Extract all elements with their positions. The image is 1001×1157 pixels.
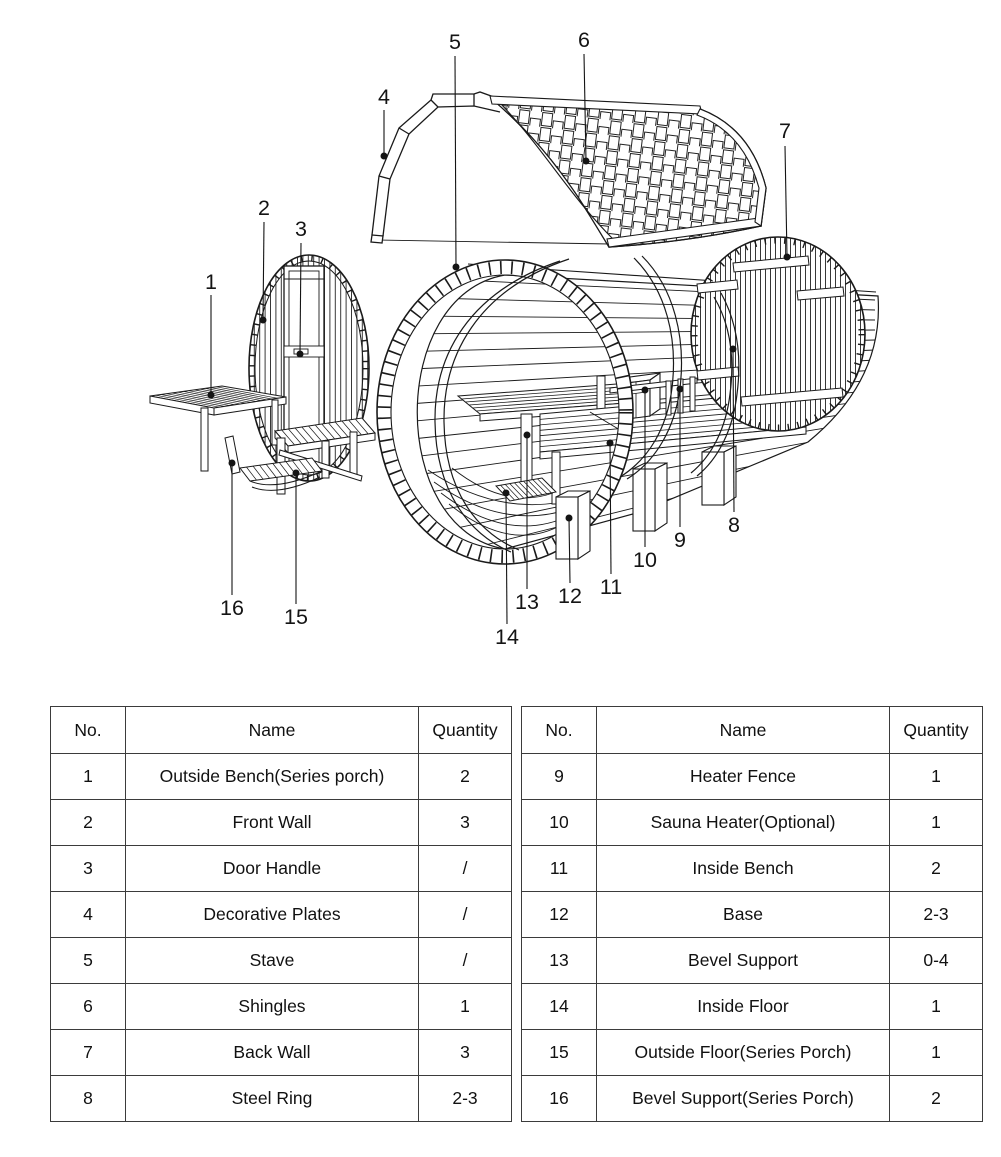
- cell-qty: 1: [419, 984, 512, 1030]
- cell-no: 7: [51, 1030, 126, 1076]
- table-header-row: [51, 707, 512, 754]
- cell-name: Door Handle: [126, 846, 419, 892]
- cell-qty: 2: [890, 1076, 983, 1122]
- cell-qty: 2: [419, 754, 512, 800]
- cell-no: 11: [522, 846, 597, 892]
- cell-qty: /: [419, 938, 512, 984]
- part-label-12: 12: [558, 584, 582, 608]
- table-row: [522, 1030, 983, 1076]
- part-label-9: 9: [674, 528, 686, 552]
- table-row: [522, 984, 983, 1030]
- cell-qty: 3: [419, 1030, 512, 1076]
- part-label-15: 15: [284, 605, 308, 629]
- cell-name: Stave: [126, 938, 419, 984]
- cell-no: 16: [522, 1076, 597, 1122]
- part-label-5: 5: [449, 30, 461, 54]
- cell-qty: /: [419, 846, 512, 892]
- table-row: [51, 892, 512, 938]
- part-label-4: 4: [378, 85, 390, 109]
- table-row: [522, 800, 983, 846]
- cell-no: 2: [51, 800, 126, 846]
- cell-name: Back Wall: [126, 1030, 419, 1076]
- part-label-14: 14: [495, 625, 519, 649]
- cell-name: Outside Bench(Series porch): [126, 754, 419, 800]
- part-label-7: 7: [779, 119, 791, 143]
- col-header-no: No.: [51, 707, 126, 754]
- part-label-16: 16: [220, 596, 244, 620]
- part-label-2: 2: [258, 196, 270, 220]
- roof-shingles: [490, 96, 766, 247]
- parts-tables: [50, 706, 1001, 1122]
- cell-name: Inside Floor: [597, 984, 890, 1030]
- cell-no: 15: [522, 1030, 597, 1076]
- cell-no: 10: [522, 800, 597, 846]
- table-row: [51, 754, 512, 800]
- table-row: [51, 1076, 512, 1122]
- back-wall: [691, 237, 865, 431]
- cell-name: Base: [597, 892, 890, 938]
- cell-name: Bevel Support: [597, 938, 890, 984]
- cell-name: Shingles: [126, 984, 419, 1030]
- cell-no: 13: [522, 938, 597, 984]
- cell-qty: 2-3: [419, 1076, 512, 1122]
- col-header-name: Name: [126, 707, 419, 754]
- cell-no: 4: [51, 892, 126, 938]
- cell-qty: 3: [419, 800, 512, 846]
- cell-qty: 1: [890, 984, 983, 1030]
- table-row: [51, 938, 512, 984]
- parts-table-right: [521, 706, 983, 1122]
- cell-no: 9: [522, 754, 597, 800]
- table-row: [522, 846, 983, 892]
- col-header-qty: Quantity: [890, 707, 983, 754]
- col-header-no: No.: [522, 707, 597, 754]
- cell-name: Decorative Plates: [126, 892, 419, 938]
- cell-qty: 2-3: [890, 892, 983, 938]
- cell-name: Bevel Support(Series Porch): [597, 1076, 890, 1122]
- cell-name: Sauna Heater(Optional): [597, 800, 890, 846]
- cell-no: 12: [522, 892, 597, 938]
- table-row: [522, 754, 983, 800]
- part-label-8: 8: [728, 513, 740, 537]
- cell-no: 1: [51, 754, 126, 800]
- part-label-11: 11: [599, 575, 623, 599]
- cell-no: 6: [51, 984, 126, 1030]
- part-label-6: 6: [578, 28, 590, 52]
- cell-name: Outside Floor(Series Porch): [597, 1030, 890, 1076]
- table-row: [51, 800, 512, 846]
- table-row: [522, 1076, 983, 1122]
- cell-name: Steel Ring: [126, 1076, 419, 1122]
- cell-name: Front Wall: [126, 800, 419, 846]
- table-row: [51, 846, 512, 892]
- table-row: [51, 1030, 512, 1076]
- part-label-3: 3: [295, 217, 307, 241]
- table-header-row: [522, 707, 983, 754]
- cell-no: 14: [522, 984, 597, 1030]
- cell-qty: 2: [890, 846, 983, 892]
- cell-no: 5: [51, 938, 126, 984]
- cell-qty: 1: [890, 754, 983, 800]
- cell-name: Inside Bench: [597, 846, 890, 892]
- table-row: [522, 892, 983, 938]
- part-label-13: 13: [515, 590, 539, 614]
- part-label-10: 10: [633, 548, 657, 572]
- cell-name: Heater Fence: [597, 754, 890, 800]
- cell-qty: 1: [890, 1030, 983, 1076]
- cell-qty: 1: [890, 800, 983, 846]
- table-row: [51, 984, 512, 1030]
- col-header-name: Name: [597, 707, 890, 754]
- cell-no: 3: [51, 846, 126, 892]
- cell-no: 8: [51, 1076, 126, 1122]
- table-row: [522, 938, 983, 984]
- cell-qty: 0-4: [890, 938, 983, 984]
- parts-table-left: [50, 706, 512, 1122]
- col-header-qty: Quantity: [419, 707, 512, 754]
- cell-qty: /: [419, 892, 512, 938]
- part-label-1: 1: [205, 270, 217, 294]
